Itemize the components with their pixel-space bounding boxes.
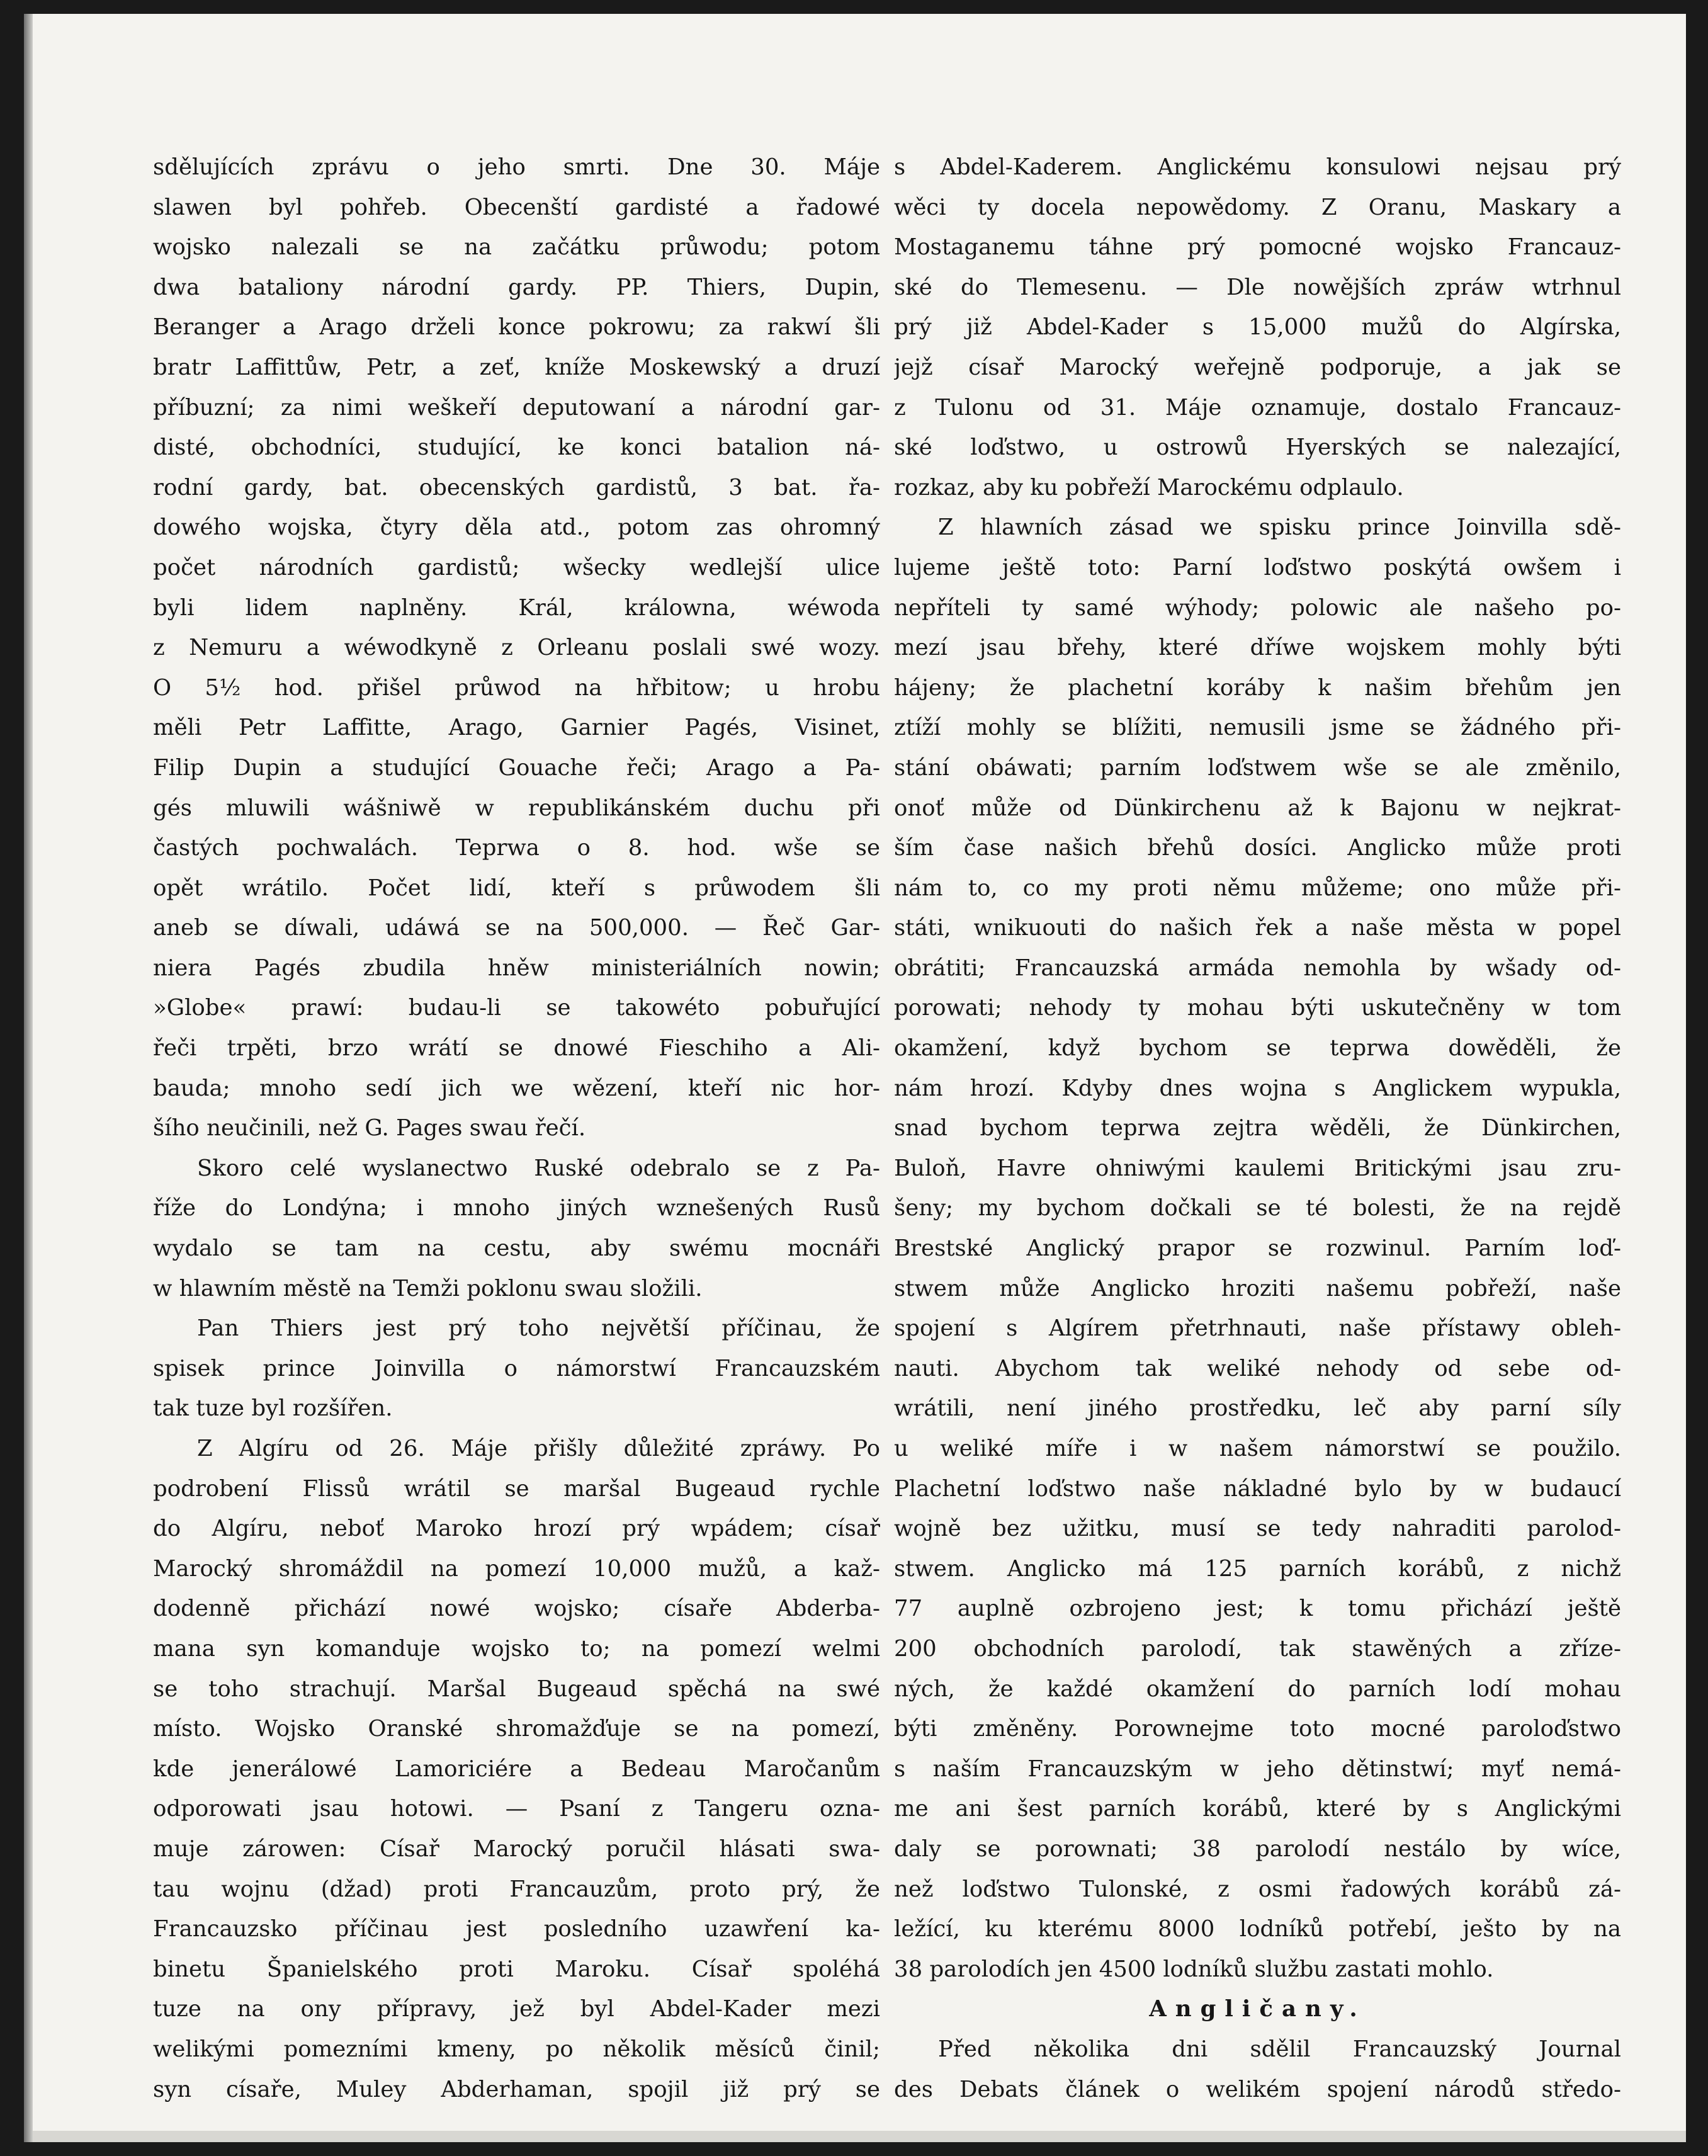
text-line: obrátiti; Francauzská armáda nemohla by wšady od- — [894, 955, 1621, 981]
newspaper-page — [24, 14, 1686, 2142]
text-line: Plachetní loďstwo naše nákladné bylo by w budaucí — [894, 1475, 1621, 1502]
text-line: do Algíru, neboť Maroko hrozí prý wpádem; císař — [153, 1516, 880, 1542]
section-heading: Angličany. — [1149, 1996, 1366, 2023]
text-line: tau wojnu (džad) proti Francauzům, proto prý, že — [153, 1876, 880, 1902]
text-line: daly se porownati; 38 parolodí nestálo by wíce, — [894, 1835, 1621, 1862]
text-line: opět wrátilo. Počet lidí, kteří s průwodem šli — [153, 875, 880, 901]
text-line: bratr Laffittůw, Petr, a zeť, kníže Moskewský a druzí — [153, 354, 880, 380]
text-line: tuze na ony přípravy, jež byl Abdel-Kader mezi — [153, 1996, 880, 2023]
text-line: gés mluwili wášniwě w republikánském duchu při — [153, 795, 880, 821]
text-line: říže do Londýna; i mnoho jiných wznešených Rusů — [153, 1195, 880, 1222]
text-line: šeny; my bychom dočkali se té bolesti, že na rejdě — [894, 1195, 1621, 1222]
text-line: 200 obchodních parolodí, tak stawěných a zříze- — [894, 1635, 1621, 1662]
text-line: z Tulonu od 31. Máje oznamuje, dostalo Francauz- — [894, 394, 1621, 421]
text-line: okamžení, když bychom se teprwa dowěděli, že — [894, 1035, 1621, 1062]
text-line: řeči trpěti, brzo wrátí se dnowé Fieschiho a Ali- — [153, 1035, 880, 1062]
text-line: byli lidem naplněny. Král, králowna, wéwoda — [153, 594, 880, 621]
text-line: onoť může od Dünkirchenu až k Bajonu w nejkrat- — [894, 795, 1621, 821]
text-line: snad bychom teprwa zejtra wěděli, že Dünkirchen, — [894, 1115, 1621, 1142]
text-line: ležící, ku kterému 8000 lodníků potřebí, ješto by na — [894, 1916, 1621, 1943]
text-line: Beranger a Arago drželi konce pokrowu; za rakwí šli — [153, 314, 880, 341]
text-line: welikými pomezními kmeny, po několik měsíců činil; — [153, 2036, 880, 2062]
text-line: prý již Abdel-Kader s 15,000 mužů do Algírska, — [894, 314, 1621, 341]
text-line: stwem může Anglicko hroziti našemu pobřeží, naše — [894, 1275, 1621, 1302]
text-line: měli Petr Laffitte, Arago, Garnier Pagés, Visinet, — [153, 715, 880, 741]
text-line: »Globe« prawí: budau-li se takowéto pobuřující — [153, 995, 880, 1021]
text-line: s naším Francauzským w jeho dětinstwí; myť nemá- — [894, 1756, 1621, 1782]
text-line: jejž císař Marocký weřejně podporuje, a jak se — [894, 354, 1621, 380]
text-line: tak tuze byl rozšířen. — [153, 1395, 393, 1422]
text-line: Pan Thiers jest prý toho největší příčinau, že — [197, 1315, 880, 1342]
text-line: se toho strachují. Maršal Bugeaud spěchá na swé — [153, 1676, 880, 1702]
text-line: kde jenerálowé Lamoriciére a Bedeau Maročanům — [153, 1756, 880, 1782]
text-line: dodenně přichází nowé wojsko; císaře Abderba- — [153, 1596, 880, 1622]
text-line: spojení s Algírem přetrhnauti, naše přístawy obleh- — [894, 1315, 1621, 1342]
text-line: wydalo se tam na cestu, aby swému mocnáři — [153, 1235, 880, 1262]
text-line: nauti. Abychom tak weliké nehody od sebe od- — [894, 1355, 1621, 1382]
text-line: Z Algíru od 26. Máje přišly důležité zpráwy. Po — [197, 1436, 880, 1461]
text-line: Filip Dupin a studující Gouache řeči; Arago a Pa- — [153, 754, 880, 781]
text-line: nám hrozí. Kdyby dnes wojna s Anglickem wypukla, — [894, 1075, 1621, 1101]
text-line: častých pochwalách. Teprwa o 8. hod. wše se — [153, 835, 880, 861]
text-line: w hlawním městě na Temži poklonu swau složili. — [153, 1275, 703, 1302]
text-line: 77 auplně ozbrojeno jest; k tomu přichází ještě — [894, 1596, 1621, 1622]
text-line: dwa bataliony národní gardy. PP. Thiers, Dupin, — [153, 274, 880, 300]
text-line: disté, obchodníci, studující, ke konci batalion ná- — [153, 434, 880, 461]
text-line: wrátili, není jiného prostředku, leč aby parní síly — [894, 1395, 1621, 1422]
text-line: slawen byl pohřeb. Obecenští gardisté a řadowé — [153, 194, 880, 220]
text-line: 38 parolodích jen 4500 lodníků službu zastati mohlo. — [894, 1956, 1494, 1982]
text-line: stání obáwati; parním loďstwem wše se ale změnilo, — [894, 754, 1621, 781]
text-line: Před několika dni sdělil Francauzský Journal — [938, 2036, 1621, 2062]
text-line: Brestské Anglický prapor se rozwinul. Parním loď- — [894, 1235, 1621, 1262]
text-line: des Debats článek o welikém spojení národů středo- — [894, 2076, 1621, 2102]
text-line: bauda; mnoho sedí jich we wězení, kteří nic hor- — [153, 1075, 880, 1101]
text-line: binetu Španielského proti Maroku. Císař spoléhá — [153, 1956, 880, 1982]
text-line: lujeme ještě toto: Parní loďstwo poskýtá owšem i — [894, 554, 1621, 581]
text-line: rodní gardy, bat. obecenských gardistů, 3 bat. řa- — [153, 474, 880, 501]
text-line: wojně bez užitku, musí se tedy nahraditi parolod- — [894, 1516, 1621, 1542]
text-line: mana syn komanduje wojsko to; na pomezí welmi — [153, 1635, 880, 1662]
text-line: muje zárowen: Císař Marocký poručil hlásati swa- — [153, 1835, 880, 1862]
text-line: wojsko nalezali se na začátku průwodu; potom — [153, 234, 880, 261]
text-line: niera Pagés zbudila hněw ministeriálních nowin; — [153, 955, 880, 981]
page-bottom-edge — [33, 2131, 1686, 2142]
text-line: me ani šest parních korábů, které by s Anglickými — [894, 1796, 1621, 1822]
text-line: stwem. Anglicko má 125 parních korábů, z nichž — [894, 1555, 1621, 1582]
text-line: ské do Tlemesenu. — Dle nowějších zpráw wtrhnul — [894, 274, 1621, 300]
text-line: Marocký shromáždil na pomezí 10,000 mužů, a kaž- — [153, 1555, 880, 1582]
text-line: aneb se díwali, udáwá se na 500,000. — Řeč Gar- — [153, 915, 880, 941]
text-line: ztíží mohly se blížiti, nemusili jsme se žádného při- — [894, 715, 1621, 741]
text-line: odporowati jsau hotowi. — Psaní z Tangeru ozna- — [153, 1796, 880, 1822]
text-line: sdělujících zprávu o jeho smrti. Dne 30. Máje — [153, 154, 880, 180]
text-line: hájeny; že plachetní koráby k našim břehům jen — [894, 674, 1621, 701]
text-line: mezí jsau břehy, které dříwe wojskem mohly býti — [894, 635, 1621, 661]
text-line: u weliké míře i w našem námorstwí se použilo. — [894, 1436, 1621, 1461]
text-line: počet národních gardistů; wšecky wedlejší ulice — [153, 554, 880, 581]
text-line: wěci ty docela nepowědomy. Z Oranu, Maskary a — [894, 194, 1621, 220]
text-line: státi, wnikuouti do našich řek a naše města w popel — [894, 915, 1621, 941]
text-line: Francauzsko příčinau jest posledního uzawření ka- — [153, 1916, 880, 1943]
text-line: spisek prince Joinvilla o námorstwí Francauzském — [153, 1355, 880, 1382]
text-line: než loďstwo Tulonské, z osmi řadowých korábů zá- — [894, 1876, 1621, 1902]
text-line: nepříteli ty samé wýhody; polowic ale našeho po- — [894, 594, 1621, 621]
text-line: z Nemuru a wéwodkyně z Orleanu poslali swé wozy. — [153, 635, 880, 661]
left-column — [153, 147, 880, 2109]
text-line: s Abdel-Kaderem. Anglickému konsulowi nejsau prý — [894, 154, 1621, 180]
text-line: rozkaz, aby ku pobřeží Marockému odplaulo. — [894, 474, 1404, 501]
text-line: ných, že každé okamžení do parních lodí mohau — [894, 1676, 1621, 1702]
text-line: podrobení Flissů wrátil se maršal Bugeaud rychle — [153, 1475, 880, 1502]
text-line: syn císaře, Muley Abderhaman, spojil již prý se — [153, 2076, 880, 2102]
text-line: Skoro celé wyslanectwo Ruské odebralo se z Pa- — [197, 1155, 880, 1181]
text-line: býti změněny. Porownejme toto mocné paroloďstwo — [894, 1716, 1621, 1742]
right-column — [894, 147, 1621, 2109]
text-line: příbuzní; za nimi weškeří deputowaní a národní gar- — [153, 394, 880, 421]
text-line: dowého wojska, čtyry děla atd., potom zas ohromný — [153, 514, 880, 541]
text-line: Buloň, Havre ohniwými kaulemi Britickými jsau zru- — [894, 1155, 1621, 1181]
text-line: ské loďstwo, u ostrowů Hyerských se nalezající, — [894, 434, 1621, 461]
text-line: nám to, co my proti němu můžeme; ono může při- — [894, 875, 1621, 901]
text-line: místo. Wojsko Oranské shromažďuje se na pomezí, — [153, 1716, 880, 1742]
text-line: Mostaganemu táhne prý pomocné wojsko Francauz- — [894, 234, 1621, 261]
text-line: šího neučinili, než G. Pages swau řečí. — [153, 1115, 586, 1142]
text-line: O 5½ hod. přišel průwod na hřbitow; u hrobu — [153, 674, 880, 701]
text-line: Z hlawních zásad we spisku prince Joinvilla sdě- — [938, 514, 1621, 541]
text-line: porowati; nehody ty mohau býti uskutečněny w tom — [894, 995, 1621, 1021]
text-line: ším čase našich břehů dosíci. Anglicko může proti — [894, 835, 1621, 861]
